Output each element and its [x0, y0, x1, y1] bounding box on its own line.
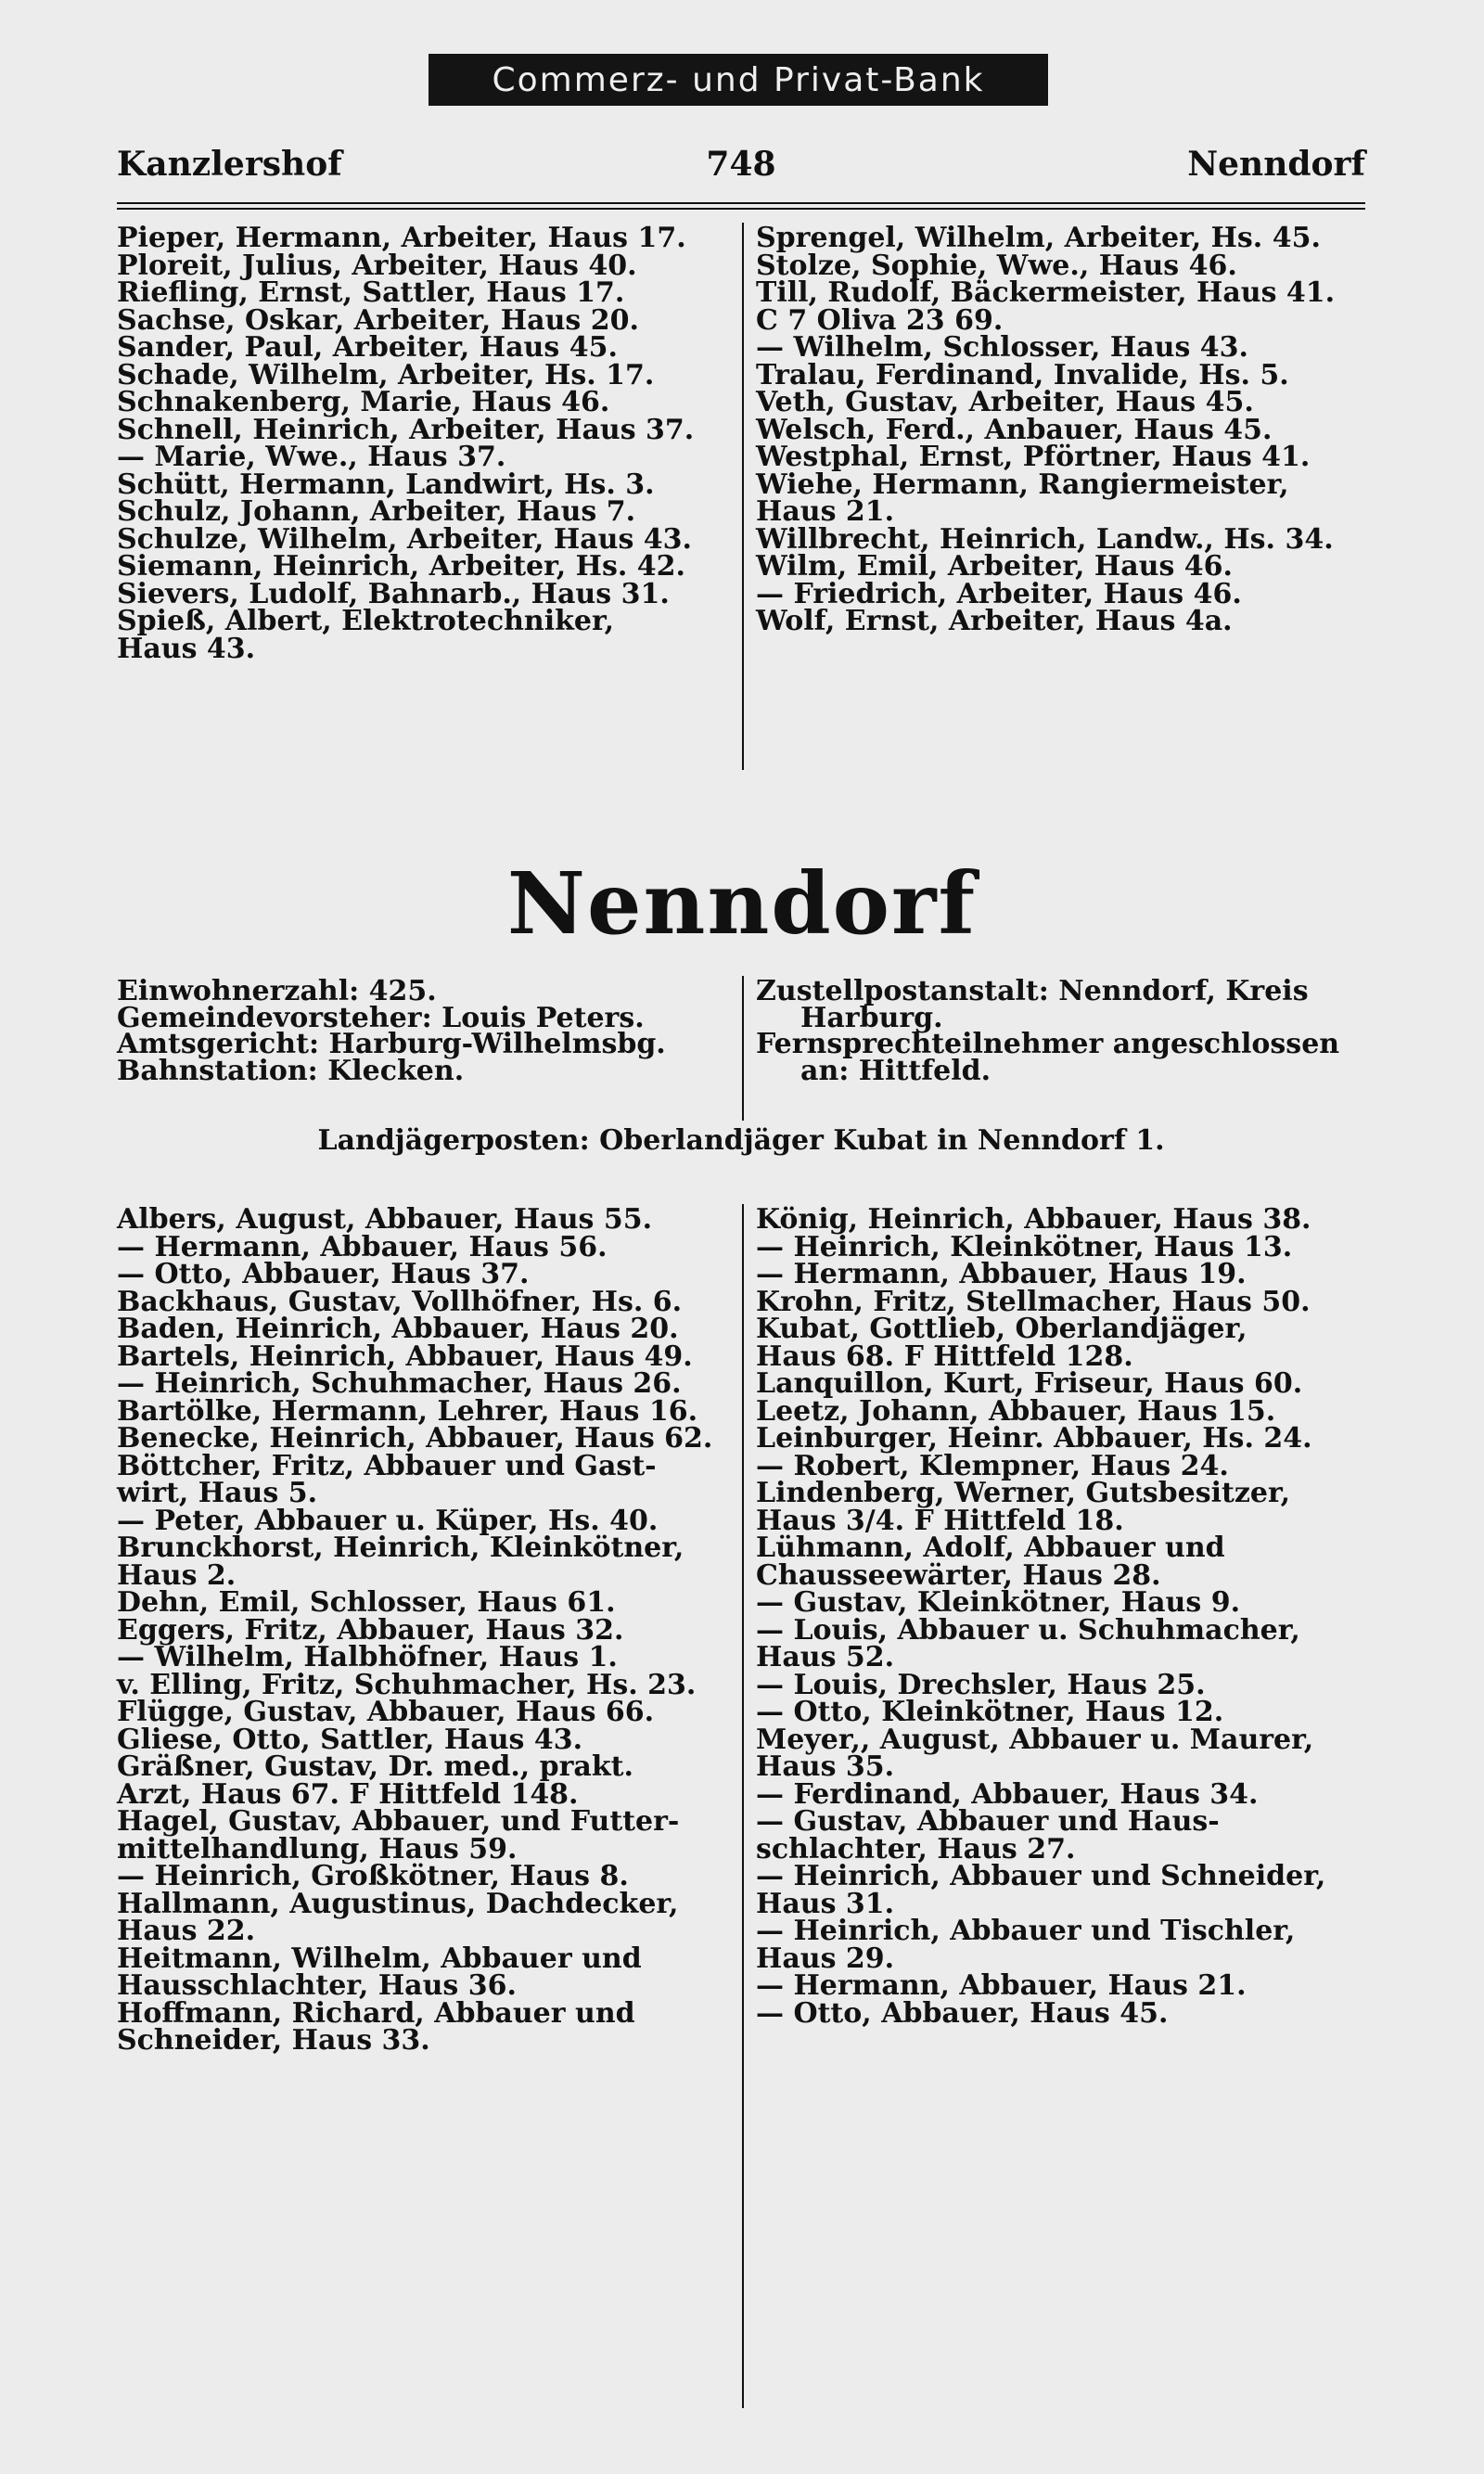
- directory-entry: Pieper, Hermann, Arbeiter, Haus 17.: [117, 222, 686, 254]
- directory-entry: Bartels, Heinrich, Abbauer, Haus 49.: [117, 1340, 693, 1373]
- top-right-column: [756, 224, 1373, 635]
- directory-entry: Willbrecht, Heinrich, Landw., Hs. 34.: [756, 522, 1334, 556]
- directory-entry: Sprengel, Wilhelm, Arbeiter, Hs. 45.: [756, 222, 1321, 254]
- info-line: Amtsgericht: Harburg-Wilhelmsbg.: [117, 1028, 666, 1060]
- directory-entry: Lindenberg, Werner, Gutsbesitzer,: [756, 1477, 1291, 1509]
- directory-entry: Wilm, Emil, Arbeiter, Haus 46.: [756, 550, 1233, 583]
- directory-entry: Brunckhorst, Heinrich, Kleinkötner,: [117, 1532, 684, 1564]
- directory-entry: Siemann, Heinrich, Arbeiter, Hs. 42.: [117, 550, 685, 583]
- bottom-right-column: [756, 1203, 1373, 2030]
- directory-entry: — Hermann, Abbauer, Haus 19.: [756, 1258, 1247, 1290]
- directory-entry: — Ferdinand, Abbauer, Haus 34.: [756, 1777, 1259, 1811]
- directory-entry: C 7 Oliva 23 69.: [756, 303, 1004, 337]
- bottom-left-column: [117, 1203, 734, 2057]
- landjaeger-line: Landjägerposten: Oberlandjäger Kubat in Nenndorf 1.: [317, 1124, 1165, 1157]
- directory-entry: Wiehe, Hermann, Rangiermeister,: [756, 468, 1289, 501]
- page-number: 748: [706, 145, 776, 184]
- info-line: Einwohnerzahl: 425.: [117, 975, 437, 1007]
- info-line: Gemeindevorsteher: Louis Peters.: [117, 1001, 645, 1034]
- directory-entry: Hausschlachter, Haus 36.: [117, 1969, 517, 2002]
- directory-entry: — Friedrich, Arbeiter, Haus 46.: [756, 577, 1242, 610]
- directory-entry: Sachse, Oskar, Arbeiter, Haus 20.: [117, 303, 639, 337]
- header-rule-thin: [117, 208, 1365, 210]
- directory-entry: — Heinrich, Schuhmacher, Haus 26.: [117, 1367, 682, 1400]
- directory-entry: Meyer,, August, Abbauer u. Maurer,: [756, 1723, 1314, 1756]
- directory-entry: Albers, August, Abbauer, Haus 55.: [117, 1203, 653, 1236]
- directory-entry: Eggers, Fritz, Abbauer, Haus 32.: [117, 1613, 624, 1647]
- directory-entry: Backhaus, Gustav, Vollhöfner, Hs. 6.: [117, 1285, 683, 1318]
- directory-entry: — Louis, Drechsler, Haus 25.: [756, 1668, 1206, 1701]
- directory-entry: Riefling, Ernst, Sattler, Haus 17.: [117, 276, 625, 309]
- info-right-block: [756, 975, 1365, 1087]
- directory-entry: Ploreit, Julius, Arbeiter, Haus 40.: [117, 249, 637, 282]
- directory-entry: Till, Rudolf, Bäckermeister, Haus 41.: [756, 276, 1336, 309]
- directory-entry: schlachter, Haus 27.: [756, 1832, 1076, 1865]
- directory-entry: Arzt, Haus 67. F Hittfeld 148.: [117, 1777, 579, 1811]
- directory-entry: Haus 29.: [756, 1942, 895, 1975]
- directory-entry: Haus 3/4. F Hittfeld 18.: [756, 1504, 1124, 1537]
- directory-entry: Haus 31.: [756, 1887, 895, 1920]
- directory-entry: Schnell, Heinrich, Arbeiter, Haus 37.: [117, 413, 695, 446]
- header-rule: [117, 202, 1365, 204]
- directory-entry: — Heinrich, Abbauer und Tischler,: [756, 1915, 1296, 1947]
- directory-entry: Kubat, Gottlieb, Oberlandjäger,: [756, 1313, 1247, 1345]
- directory-entry: Spieß, Albert, Elektrotechniker,: [117, 605, 615, 637]
- directory-entry: König, Heinrich, Abbauer, Haus 38.: [756, 1203, 1311, 1236]
- running-head-right: Nenndorf: [1187, 145, 1365, 184]
- directory-entry: Heitmann, Wilhelm, Abbauer und: [117, 1942, 642, 1975]
- directory-entry: Haus 21.: [756, 495, 895, 528]
- directory-entry: Hallmann, Augustinus, Dachdecker,: [117, 1887, 679, 1920]
- directory-entry: — Peter, Abbauer u. Küper, Hs. 40.: [117, 1504, 659, 1537]
- directory-entry: Hoffmann, Richard, Abbauer und: [117, 1996, 635, 2030]
- directory-entry: — Otto, Abbauer, Haus 45.: [756, 1996, 1169, 2030]
- column-divider-bottom: [742, 1204, 744, 2408]
- directory-entry: Haus 52.: [756, 1641, 895, 1673]
- bank-banner: Commerz- und Privat-Bank: [429, 54, 1048, 106]
- directory-entry: Flügge, Gustav, Abbauer, Haus 66.: [117, 1696, 655, 1728]
- directory-entry: — Marie, Wwe., Haus 37.: [117, 441, 506, 473]
- column-divider-info: [742, 976, 744, 1121]
- directory-entry: — Wilhelm, Halbhöfner, Haus 1.: [117, 1641, 618, 1673]
- directory-entry: Schneider, Haus 33.: [117, 2024, 430, 2057]
- directory-entry: Schulz, Johann, Arbeiter, Haus 7.: [117, 495, 636, 528]
- directory-entry: Haus 35.: [756, 1750, 895, 1783]
- directory-entry: wirt, Haus 5.: [117, 1477, 318, 1509]
- directory-entry: — Heinrich, Großkötner, Haus 8.: [117, 1860, 629, 1892]
- directory-entry: Chausseewärter, Haus 28.: [756, 1558, 1161, 1592]
- directory-entry: Westphal, Ernst, Pförtner, Haus 41.: [756, 441, 1311, 473]
- directory-entry: Haus 43.: [117, 632, 256, 665]
- directory-entry: Gräßner, Gustav, Dr. med., prakt.: [117, 1750, 633, 1783]
- directory-entry: Tralau, Ferdinand, Invalide, Hs. 5.: [756, 358, 1289, 391]
- directory-entry: Krohn, Fritz, Stellmacher, Haus 50.: [756, 1285, 1311, 1318]
- directory-entry: Dehn, Emil, Schlosser, Haus 61.: [117, 1586, 616, 1619]
- directory-entry: Benecke, Heinrich, Abbauer, Haus 62.: [117, 1422, 713, 1455]
- directory-entry: Sievers, Ludolf, Bahnarb., Haus 31.: [117, 577, 670, 610]
- directory-entry: Haus 2.: [117, 1558, 237, 1592]
- directory-entry: Sander, Paul, Arbeiter, Haus 45.: [117, 331, 618, 364]
- directory-entry: mittelhandlung, Haus 59.: [117, 1832, 518, 1865]
- running-head: [117, 139, 1365, 195]
- directory-entry: — Hermann, Abbauer, Haus 21.: [756, 1969, 1247, 2002]
- directory-entry: Haus 22.: [117, 1915, 256, 1947]
- directory-entry: Baden, Heinrich, Abbauer, Haus 20.: [117, 1313, 679, 1345]
- directory-entry: Hagel, Gustav, Abbauer, und Futter-: [117, 1805, 680, 1838]
- directory-entry: — Hermann, Abbauer, Haus 56.: [117, 1230, 608, 1263]
- directory-entry: Schütt, Hermann, Landwirt, Hs. 3.: [117, 468, 655, 501]
- directory-entry: Wolf, Ernst, Arbeiter, Haus 4a.: [756, 605, 1233, 637]
- directory-entry: — Otto, Abbauer, Haus 37.: [117, 1258, 530, 1290]
- directory-entry: Leetz, Johann, Abbauer, Haus 15.: [756, 1394, 1276, 1428]
- place-title: Nenndorf: [506, 853, 978, 954]
- directory-entry: — Otto, Kleinkötner, Haus 12.: [756, 1696, 1224, 1728]
- info-line: Zustellpostanstalt: Nenndorf, Kreis Harburg.: [756, 975, 1309, 1034]
- directory-entry: v. Elling, Fritz, Schuhmacher, Hs. 23.: [117, 1668, 697, 1701]
- directory-entry: — Wilhelm, Schlosser, Haus 43.: [756, 331, 1248, 364]
- directory-entry: Welsch, Ferd., Anbauer, Haus 45.: [756, 413, 1273, 446]
- info-line: Fernsprechteilnehmer angeschlossen an: Hittfeld.: [756, 1028, 1340, 1087]
- directory-entry: Böttcher, Fritz, Abbauer und Gast-: [117, 1449, 657, 1482]
- directory-entry: — Heinrich, Kleinkötner, Haus 13.: [756, 1230, 1293, 1263]
- directory-entry: — Robert, Klempner, Haus 24.: [756, 1449, 1229, 1482]
- directory-entry: — Louis, Abbauer u. Schuhmacher,: [756, 1613, 1300, 1647]
- directory-entry: Bartölke, Hermann, Lehrer, Haus 16.: [117, 1394, 698, 1428]
- top-left-column: [117, 222, 734, 665]
- directory-entry: — Heinrich, Abbauer und Schneider,: [756, 1860, 1326, 1892]
- info-left-block: [117, 975, 734, 1087]
- directory-entry: — Gustav, Kleinkötner, Haus 9.: [756, 1586, 1241, 1619]
- column-divider-top: [742, 223, 744, 770]
- directory-entry: Schade, Wilhelm, Arbeiter, Hs. 17.: [117, 358, 655, 391]
- directory-entry: Leinburger, Heinr. Abbauer, Hs. 24.: [756, 1422, 1312, 1455]
- directory-entry: Schulze, Wilhelm, Arbeiter, Haus 43.: [117, 522, 692, 556]
- directory-entry: Veth, Gustav, Arbeiter, Haus 45.: [756, 386, 1254, 418]
- directory-entry: Gliese, Otto, Sattler, Haus 43.: [117, 1723, 583, 1756]
- info-line: Bahnstation: Klecken.: [117, 1054, 465, 1087]
- directory-entry: Lanquillon, Kurt, Friseur, Haus 60.: [756, 1367, 1303, 1400]
- directory-entry: Stolze, Sophie, Wwe., Haus 46.: [756, 249, 1237, 282]
- running-head-left: Kanzlershof: [117, 145, 342, 184]
- directory-entry: Schnakenberg, Marie, Haus 46.: [117, 386, 610, 418]
- directory-entry: Haus 68. F Hittfeld 128.: [756, 1340, 1133, 1373]
- directory-entry: — Gustav, Abbauer und Haus-: [756, 1805, 1220, 1838]
- directory-entry: Lühmann, Adolf, Abbauer und: [756, 1532, 1225, 1564]
